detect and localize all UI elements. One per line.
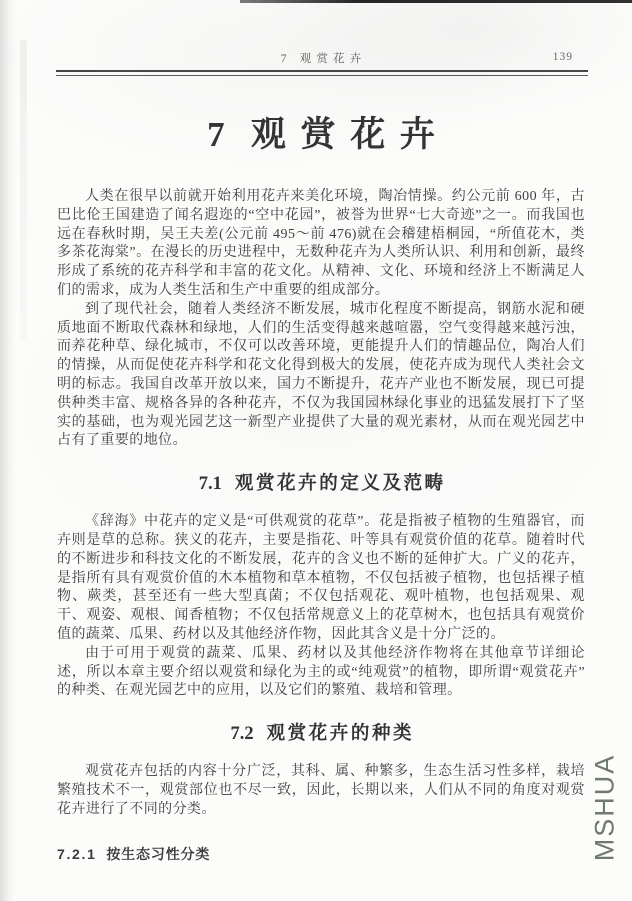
watermark: MSHUA (589, 753, 620, 862)
subsection-title: 按生态习性分类 (106, 845, 211, 862)
chapter-title (57, 112, 585, 158)
section-7-2-paragraph-1: 观赏花卉包括的内容十分广泛，其科、属、种繁多，生态生活习性多样，栽培繁殖技术不一，观赏部位也不尽一致，因此，长期以来，人们从不同的角度对观赏花卉进行了不同的分类。 (57, 764, 585, 817)
chapter-number: 7 (207, 115, 225, 154)
section-number: 7.1 (198, 474, 222, 495)
chapter-name: 观赏花卉 (250, 115, 450, 154)
scan-streak-artifact (20, 40, 27, 340)
section-title: 观赏花卉的定义及范畴 (234, 474, 446, 495)
section-heading-7-2 (57, 722, 585, 746)
subsection-heading-7-2-1 (57, 844, 585, 864)
intro-paragraph-1: 人类在很早以前就开始利用花卉来美化环境，陶冶情操。约公元前 600 年，古巴比伦王国建造了闻名遐迩的“空中花园”，被誉为世界“七大奇迹”之一。而我国也远在春秋时期，吴王夫差(公元前 495～前 476)就在会稽建梧桐园，“所值花木，类多茶花海棠”。在漫长的历史进程中，无数种花卉为人类所认识、利用和创新，最终形成了系统的花卉科学和丰富的花文化。从精神、文化、环境和经济上不断满足人们的需求，成为人类生活和生产中重要的组成部分。 (57, 189, 585, 298)
running-header (57, 50, 585, 66)
running-title: 7 观赏花卉 (280, 53, 367, 65)
page-number: 139 (552, 51, 573, 63)
scan-edge-artifact (240, 0, 632, 3)
section-7-1-paragraph-1: 《辞海》中花卉的定义是“可供观赏的花草”。花是指被子植物的生殖器官，而卉则是草的总称。狭义的花卉，主要是指花、叶等具有观赏价值的花草。随着时代的不断进步和科技文化的不断发展，花卉的含义也不断的延伸扩大。广义的花卉，是指所有具有观赏价值的木本植物和草本植物，不仅包括被子植物，也包括裸子植物、蕨类，甚至还有一些大型真菌；不仅包括观花、观叶植物，也包括观果、观干、观姿、观根、闻香植物；不仅包括常规意义上的花草树木，也包括具有观赏价值的蔬菜、瓜果、药材以及其他经济作物，因此其含义是十分广泛的。 (57, 514, 585, 642)
section-7-1-paragraph-2: 由于可用于观赏的蔬菜、瓜果、药材以及其他经济作物将在其他章节详细论述，所以本章主要介绍以观赏和绿化为主的或“纯观赏”的植物，即所谓“观赏花卉”的种类、在观光园艺中的应用，以及它们的繁殖、栽培和管理。 (57, 645, 585, 699)
section-number: 7.2 (230, 724, 254, 745)
subsection-number: 7.2.1 (57, 845, 97, 862)
section-heading-7-1 (57, 472, 585, 496)
scan-shadow-left (0, 0, 16, 901)
page-content (57, 76, 585, 864)
section-title: 观赏花卉的种类 (266, 724, 415, 745)
intro-paragraph-2: 到了现代社会，随着人类经济不断发展，城市化程度不断提高，钢筋水泥和硬质地面不断取代森林和绿地，人们的生活变得越来越喧嚣，空气变得越来越污浊，而养花种草、绿化城市，不仅可以改善环境，更能提升人们的情趣品位，陶冶人们的情操，从而促使花卉科学和花文化得到极大的发展，使花卉成为现代人类社会文明的标志。我国自改革开放以来，国力不断提升，花卉产业也不断发展，现已可提供种类丰富、规格各异的各种花卉，不仅为我国园林绿化事业的迅猛发展打下了坚实的基础，也为观光园艺这一新型产业提供了大量的观光素材，从而在观光园艺中占有了重要的地位。 (57, 301, 585, 449)
